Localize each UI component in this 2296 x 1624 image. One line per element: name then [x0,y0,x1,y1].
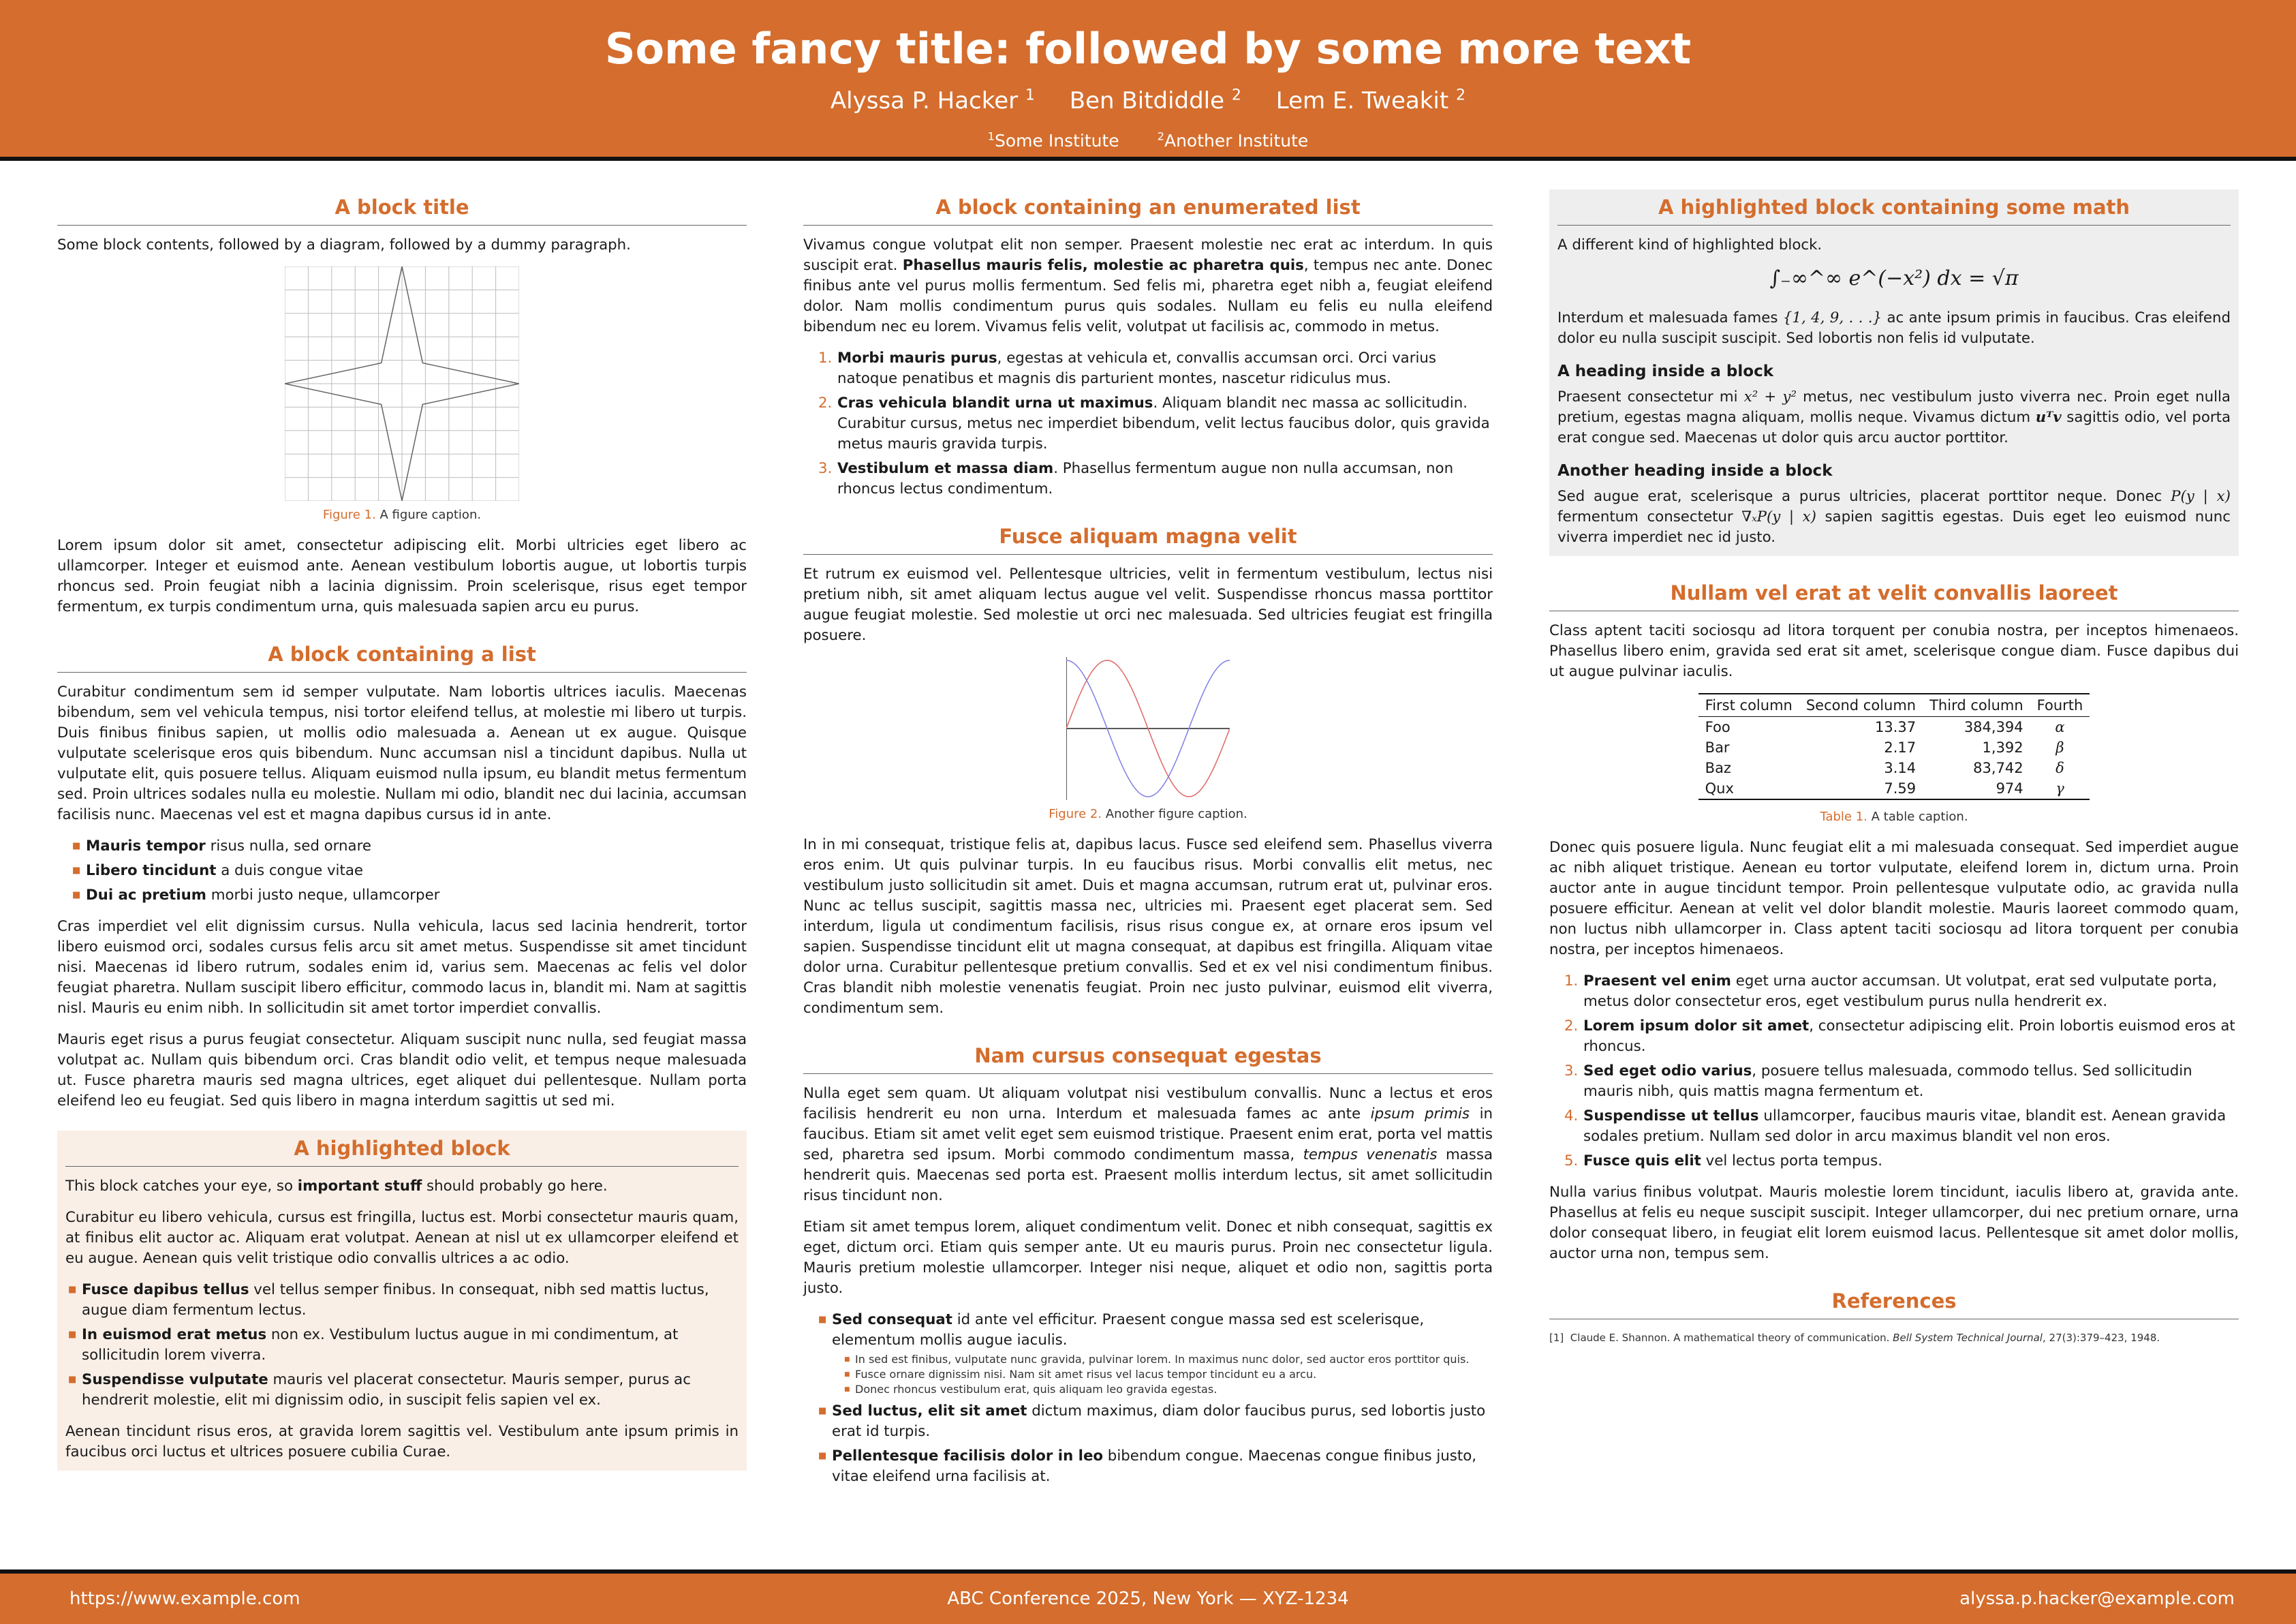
block-paragraph: Vivamus congue volutpat elit non semper. Praesent molestie nec erat ac interdum. In quis suscipit erat. Phasellus mauris felis, molestie ac pharetra quis, tempus nec ante. Donec finibus ante vel purus mollis fermentum. Sed felis mi, pharetra eget nibh a, feugiat eleifend dolor. Nam mollis condimentum purus quis sodales. Nullam eu felis eu nulla eleifend bibendum nec eu lorem. Vivamus felis velit, volutpat ut facilisis ac, commodo in metus. [803,236,1493,335]
block-paragraph: Cras imperdiet vel elit dignissim cursus. Nulla vehicula, lacus sed lacinia hendrerit, tortor libero euismod orci, sodales cursus felis arcu sit amet metus. Suspendisse sit amet tincidunt nisi. Maecenas id libero rutrum, sodales enim id, varius sem. Maecenas ac felis vel dolor feugiat pharetra. Nullam suscipit libero efficitur, commodo lacus in, blandit mi. Nam at sagittis nisl. Mauris eu enim nibh. In sollicitudin sit amet tortor imperdiet convallis. [57,918,747,1017]
table-row: Bar 2.17 1,392 β [1705,739,2064,756]
block-paragraph: Nulla eget sem quam. Ut aliquam volutpat nisi vestibulum convallis. Nunc a lectus et eros facilisis hendrerit eu non urna. Interdum et malesuada fames ac ante ipsum primis in faucibus. Etiam sit amet velit eget sem euismod tristique. Praesent enim erat, porta vel mattis sed, pharetra sed ipsum. Morbi commodo condimentum massa, tempus venenatis massa hendrerit quis. Maecenas sed porta est. Praesent mollis interdum lectus, sit amet sollicitudin risus tincidunt non. [803,1085,1493,1204]
list-item: ■ Pellentesque facilisis dolor in leo bibendum congue. Maecenas congue finibus justo, vitae eleifend urna facilisis at. [818,1446,1493,1487]
grid [285,266,519,501]
figure-caption: Figure 1. A figure caption. [322,508,482,522]
block-heading: References [1549,1283,2239,1319]
column-middle [803,189,1493,1506]
block-paragraph: Sed augue erat, scelerisque a purus ultricies, placerat porttitor neque. Donec P(y | x) fermentum consectetur ∇ₓP(y | x) sapien sagittis egestas. Duis eget leo euismod nunc viverra imperdiet nec id justo. [1557,488,2231,546]
poster-title: Some fancy title: followed by some more text [604,24,1692,74]
nested-list-block [803,1038,1493,1487]
sub-list-item: ■ In sed est finibus, vulputate nunc gravida, pulvinar lorem. In maximus nunc dolor, sed auctor eros porttitor quis. [844,1352,1493,1367]
figure-block [803,519,1493,1019]
column-header: Second column [1799,694,1923,717]
table-caption: Table 1. A table caption. [1820,810,1968,824]
data-table [1698,693,2090,800]
bullet-list [803,1310,1493,1487]
sub-list [832,1352,1493,1397]
block-paragraph: Curabitur condimentum sem id semper vulputate. Nam lobortis ultrices iaculis. Maecenas bibendum, sem vel vehicula tempus, nisi tortor eleifend tellus, at molestie mi libero ut turpis. Duis finibus finibus sapien, ut mollis odio malesuada a. Aenean ut ex augue. Quisque vulputate scelerisque eros quis bibendum. Nunc accumsan nisl a tincidunt dapibus. Nulla ut vulputate elit, quis posuere tellus. Aliquam euismod nulla ipsum, eu blandit metus fermentum sed. Proin ultrices sodales nulla eu molestie. Nullam mi odio, blandit nec dui lacinia, accumsan facilisis nunc. Maecenas vel est et magna dapibus cursus id in ante. [57,684,747,823]
block-heading: A block containing an enumerated list [803,189,1493,226]
math-block [1549,189,2239,556]
block-heading: A highlighted block [65,1131,739,1167]
block-paragraph: This block catches your eye, so important stuff should probably go here. [65,1178,608,1195]
list-block [57,637,747,1112]
block-paragraph: Curabitur eu libero vehicula, cursus est fringilla, luctus est. Morbi consectetur mauris quam, at finibus elit auctor ac. Aliquam erat volutpat. Aenean at nisl ut ex ullamcorper eleifend et eu augue. Aenean quis velit tristique odio convallis ultrices a ac odio. [65,1209,739,1267]
table-row: Qux 7.59 974 γ [1698,778,2090,799]
block-heading: Fusce aliquam magna velit [803,519,1493,555]
sub-list-item: ■ Donec rhoncus vestibulum erat, quis aliquam leo gravida egestas. [844,1382,1493,1397]
block-intro: Some block contents, followed by a diagram, followed by a dummy paragraph. [57,236,631,254]
block-paragraph: Donec quis posuere ligula. Nunc feugiat elit a mi malesuada consequat. Sed imperdiet augue ac nibh aliquet tristique. Aenean eu tortor vulputate, eleifend lorem in, dictum urna. Proin auctor ante in augue tincidunt tempor. Proin pellentesque vulputate odio, ac gravida nulla posuere efficitur. Aenean at velit vel dolor blandit molestie. Mauris laoreet commodo quam, non luctus nibh ullamcorper in. Class aptent taciti sociosqu ad litora torquent per conubia nostra, per inceptos himenaeos. [1549,839,2239,958]
block-heading: Nam cursus consequat egestas [803,1038,1493,1074]
list-item: ■ Sed luctus, elit sit amet dictum maximus, diam dolor faucibus purus, sed lobortis justo erat id turpis. [818,1401,1493,1442]
block-paragraph: Interdum et malesuada fames {1, 4, 9, . . .} ac ante ipsum primis in faucibus. Cras eleifend dolor eu nulla suscipit suscipit. Sed lobortis non felis id vulputate. [1557,309,2231,347]
figure-caption: Figure 2. Another figure caption. [1049,807,1247,821]
list-item: 2. Lorem ipsum dolor sit amet, consectetur adipiscing elit. Proin lobortis euismod eros at rhoncus. [1564,1017,2235,1055]
highlighted-block [57,1131,747,1471]
list-item: 5. Fusce quis elit vel lectus porta tempus. [1564,1152,1883,1169]
block-heading: A block containing a list [57,637,747,673]
list-item: ■ Suspendisse vulputate mauris vel placerat consectetur. Mauris semper, purus ac hendrerit molestie, elit mi dignissim odio, in suscipit felis sapien vel ex. [68,1370,739,1411]
table-row: Baz 3.14 83,742 δ [1705,760,2064,776]
column-left [57,189,747,1490]
author: Ben Bitdiddle $^2$ [1069,87,1241,115]
poster-header [0,0,2296,161]
email-link[interactable]: alyssa.p.hacker@example.com [1959,1589,2235,1609]
column-header: First column [1698,694,1799,717]
block-paragraph: Lorem ipsum dolor sit amet, consectetur adipiscing elit. Morbi ultricies eget libero ac ullamcorper. Integer et euismod ante. Aenean vestibulum lobortis augue, ut lobortis turpis rhoncus sed. Proin feugiat nibh a lacinia dignissim. Proin scelerisque, risus eget tempor fermentum, ex turpis condimentum urna, quis malesuada sapien arcu eu purus. [57,537,747,615]
display-equation: ∫₋∞^∞ e^(−x²) dx = √π [1769,266,2019,290]
column-right [1549,189,2239,1363]
poster-footer [0,1569,2296,1624]
references-block [1549,1283,2239,1344]
block-paragraph: Mauris eget risus a purus feugiat consectetur. Aliquam suscipit nunc nulla, sed feugiat massa volutpat ac. Nullam quis bibendum orci. Cras blandit odio velit, et tempus neque malesuada ut. Fusce pharetra mauris sed magna ultrices, eget aliquet dui pellentesque. Nullam porta eleifend leo eu feugiat. Sed quis libero in magna interdum sagittis ut sed mi. [57,1031,747,1109]
table-row: Foo 13.37 384,394 α [1705,719,2065,735]
table-header-row [1698,694,2090,717]
block-paragraph: In in mi consequat, tristique felis at, dapibus lacus. Fusce sed eleifend sem. Phasellus viverra eros enim. Ut quis pulvinar turpis. In eu faucibus risus. Morbi convallis elit metus, nec vestibulum justo sollicitudin sit amet. Duis et magna accumsan, rutrum erat ut, pulvinar eros. Nunc ac tellus suscipit, sagittis massa nec, ultricies mi. Praesent eget placerat sem. Sed interdum, ligula ut condimentum facilisis, risus risus congue ex, at ornare eros ipsum vel sapien. Suspendisse tincidunt elit ut magna consequat, at dapibus est fringilla. Aliquam vitae dolor urna. Curabitur pellentesque pretium convallis. Sed et ex vel nisi condimentum finibus. Cras blandit nibh molestie venenatis feugiat. Proin nec justo pulvinar, euismod elit viverra, condimentum sem. [803,836,1493,1017]
list-item: ■ Mauris tempor risus nulla, sed ornare [72,836,747,857]
enumerated-list [803,348,1493,500]
bullet-list [57,836,747,906]
block-heading: A highlighted block containing some math [1557,189,2231,226]
list-item: ■ Sed consequat id ante vel efficitur. Praesent congue massa sed est scelerisque, elementum mollis augue iaculis. ■ In sed est finibus, vulputate nunc gravida, pulvinar lorem. In maximus nunc dolor, sed auctor eros porttitor quis. ■ Fusce ornare dignissim nisi. Nam sit amet risus vel lacus tempor tincidunt eu a arcu. ■ Donec rhoncus vestibulum erat, quis aliquam leo gravida egestas. [818,1310,1493,1397]
column-header: Fourth [2030,694,2090,717]
bullet-list [65,1280,739,1411]
block-paragraph: Praesent consectetur mi x² + y² metus, nec vestibulum justo viverra nec. Proin eget nulla pretium, egestas magna aliquam, mollis neque. Vivamus dictum uᵀv sagittis odio, vel porta erat congue sed. Maecenas ut dolor quis arcu auctor porttitor. [1557,388,2231,446]
block-paragraph: Class aptent taciti sociosqu ad litora torquent per conubia nostra, per inceptos himenaeos. Phasellus libero enim, gravida sed erat sit amet, scelerisque congue diam. Fusce dapibus dui ut augue pulvinar iaculis. [1549,622,2239,680]
list-item: 3. Sed eget odio varius, posuere tellus malesuada, commodo tellus. Sed sollicitudin mauris nibh, quis mattis magna fermentum et. [1564,1062,2192,1100]
sine-cosine-plot [1066,657,1230,800]
list-item: 4. Suspendisse ut tellus ullamcorper, faucibus mauris vitae, blandit est. Aenean gravida sodales pretium. Nullam sed dolor in arcu maximus blandit vel non eros. [1564,1107,2227,1145]
block-heading: Nullam vel erat at velit convallis laoreet [1549,575,2239,611]
website-link[interactable]: https://www.example.com [69,1589,300,1609]
star-diagram [285,266,519,501]
enumerated-block [803,189,1493,500]
table-block [1549,575,2239,1264]
list-item: 1. Praesent vel enim eget urna auctor accumsan. Ut volutpat, erat sed vulputate porta, metus dolor consectetur eros, eget vestibulum purus nulla hendrerit ex. [1564,972,2218,1010]
list-item: 2. Cras vehicula blandit urna ut maximus. Aliquam blandit nec massa ac sollicitudin. Curabitur cursus, metus nec imperdiet bibendum, velit lectus faucibus dolor, quis gravida metus mauris gravida turpis. [818,395,1490,453]
inner-heading: A heading inside a block [1557,363,1774,380]
sub-list-item: ■ Fusce ornare dignissim nisi. Nam sit amet risus vel lacus tempor tincidunt eu a arcu. [844,1367,1493,1382]
list-item: ■ Dui ac pretium morbi justo neque, ullamcorper [72,885,747,906]
figure-1 [57,266,747,522]
enumerated-list [1549,971,2239,1171]
block-title-block [57,189,747,617]
list-item: 1. Morbi mauris purus, egestas at vehicula et, convallis accumsan orci. Orci varius natoque penatibus et magnis dis parturient montes, nascetur ridiculus mus. [818,350,1436,387]
list-item: 3. Vestibulum et massa diam. Phasellus fermentum augue non nulla accumsan, non rhoncus lectus condimentum. [818,460,1454,497]
list-item: ■ Libero tincidunt a duis congue vitae [72,861,747,881]
author: Lem E. Tweakit $^2$ [1275,87,1466,115]
block-intro: A different kind of highlighted block. [1557,236,1822,254]
list-item: ■ Fusce dapibus tellus vel tellus semper finibus. In consequat, nibh sed mattis luctus, augue diam fermentum lectus. [68,1280,739,1321]
conference-info: ABC Conference 2025, New York — XYZ-1234 [947,1589,1349,1609]
block-paragraph: Nulla varius finibus volutpat. Mauris molestie lorem tincidunt, iaculis libero at, gravida ante. Phasellus at felis eu neque suscipit suscipit. Integer ullamcorper, dui nec pretium ornare, urna dolor consequat libero, in feugiat elit lorem euismod lacus. Pellentesque sit amet dolor mollis, auctor urna non, tempus sem. [1549,1184,2239,1262]
institute: $^1$Some Institute [987,129,1119,151]
author-list [0,80,2296,116]
block-paragraph: Et rutrum ex euismod vel. Pellentesque ultricies, velit in fermentum vestibulum, lectus nisi pretium nibh, sit amet aliquam lectus augue vel velit. Suspendisse rhoncus massa porttitor augue feugiat molestie. Sed molestie ut orci nec malesuada. Sed ultricies feugiat est fringilla posuere. [803,566,1493,644]
block-paragraph: Etiam sit amet tempus lorem, aliquet condimentum velit. Donec et nibh consequat, sagittis ex eget, dictum orci. Etiam quis semper ante. Ut eu mauris purus. Proin nec consectetur ligula. Mauris pretium molestie ullamcorper. Integer nisi neque, aliquet et odio non, sagittis porta justo. [803,1219,1493,1297]
column-header: Third column [1923,694,2030,717]
institute: $^2$Another Institute [1157,129,1309,151]
author: Alyssa P. Hacker $^1$ [830,87,1035,115]
block-heading: A block title [57,189,747,226]
reference-entry: [1] Claude E. Shannon. A mathematical theory of communication. Bell System Technical Journal, 27(3):379–423, 1948. [1549,1332,2160,1344]
institute-list [0,125,2296,151]
figure-2 [803,657,1493,821]
list-item: ■ In euismod erat metus non ex. Vestibulum luctus augue in mi condimentum, at sollicitudin lorem viverra. [68,1325,739,1366]
block-paragraph: Aenean tincidunt risus eros, at gravida lorem sagittis vel. Vestibulum ante ipsum primis in faucibus orci luctus et ultrices posuere cubilia Curae. [65,1423,739,1460]
inner-heading: Another heading inside a block [1557,462,1833,480]
